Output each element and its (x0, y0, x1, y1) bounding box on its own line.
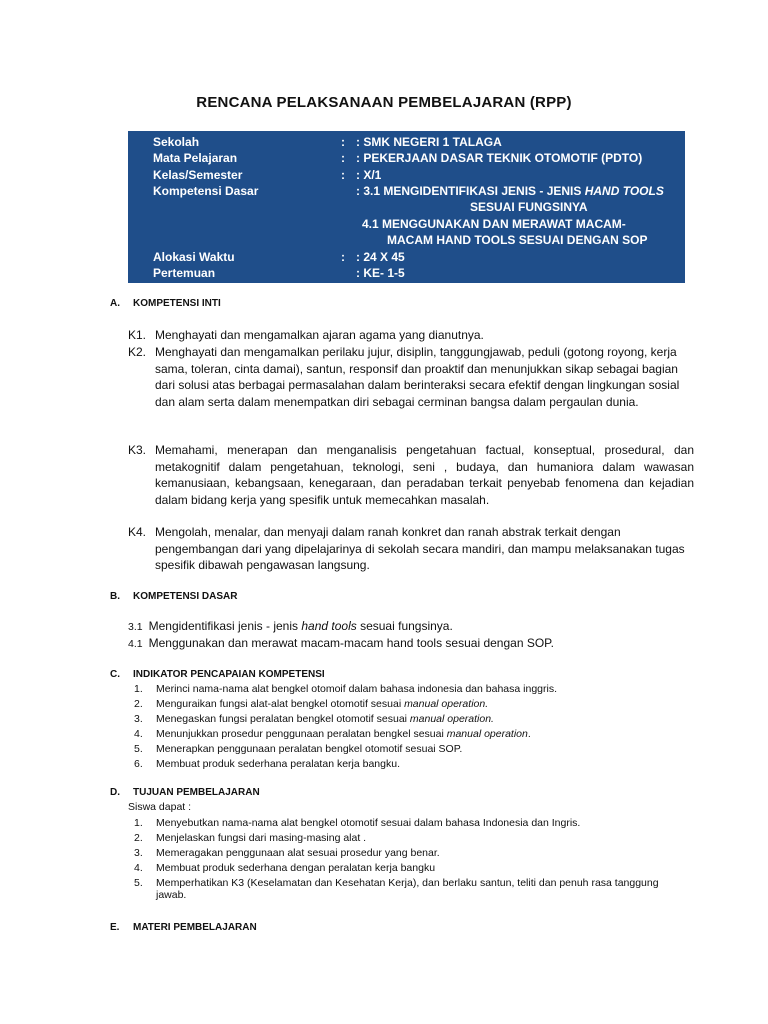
ki-text: Mengolah, menalar, dan menyaji dalam ranah konkret dan ranah abstrak terkait dengan pengembangan dari yang dipelajarinya di sekolah secara mandiri, dan mampu melaksanakan tugas spesifik dibawah pengawasan langsung. (155, 525, 685, 572)
indikator-list (128, 683, 688, 773)
ki-number: K2. (128, 345, 147, 359)
info-row-mapel (128, 151, 685, 167)
kd1-line1: : 3.1 MENGIDENTIFIKASI JENIS - JENIS HAND TOOLS (356, 184, 664, 198)
kd-number: 4.1 (128, 638, 143, 650)
info-colon: : (341, 168, 345, 182)
info-value: : PEKERJAAN DASAR TEKNIK OTOMOTIF (PDTO) (356, 151, 643, 165)
kd2-line2: MACAM HAND TOOLS SESUAI DENGAN SOP (387, 233, 648, 247)
section-e-heading (110, 922, 257, 933)
info-label: Mata Pelajaran (153, 151, 238, 165)
info-value: : 24 X 45 (356, 250, 405, 264)
section-letter: E. (110, 922, 120, 933)
tujuan-list (128, 817, 688, 907)
section-letter: A. (110, 298, 120, 309)
section-title: KOMPETENSI INTI (133, 298, 221, 309)
section-title: INDIKATOR PENCAPAIAN KOMPETENSI (133, 669, 325, 680)
ki-text: Memahami, menerapan dan menganalisis pengetahuan factual, konseptual, prosedural, dan metakognitif dalam pengetahuan, teknologi, seni , budaya, dan humaniora dalam wawasan kemanusiaan, kebangsaan, kenegaraan, dan peradaban terkait penyebab fenomena dan kejadian dalam bidang kerja yang spesifik untuk memecahkan masalah. (155, 443, 694, 507)
section-d-heading (110, 787, 260, 798)
section-title: MATERI PEMBELAJARAN (133, 922, 257, 933)
section-title: TUJUAN PEMBELAJARAN (133, 787, 260, 798)
list-item: 2. Menjelaskan fungsi dari masing-masing alat . (134, 832, 367, 844)
list-item: 2. Menguraikan fungsi alat-alat bengkel otomotif sesuai manual operation. (134, 698, 489, 710)
kd-text: Mengidentifikasi jenis - jenis hand tools sesuai fungsinya. (148, 619, 453, 633)
kd1-line2: SESUAI FUNGSINYA (470, 200, 588, 214)
info-row-pertemuan (128, 266, 685, 282)
info-label: Kompetensi Dasar (153, 184, 259, 198)
info-colon: : (341, 135, 345, 149)
section-letter: B. (110, 591, 120, 602)
info-colon: : (341, 151, 345, 165)
ki-number: K3. (128, 443, 147, 457)
list-item: 4. Menunjukkan prosedur penggunaan peralatan bengkel sesuai manual operation. (134, 728, 531, 740)
info-value: : KE- 1-5 (356, 266, 405, 280)
info-label: Kelas/Semester (153, 168, 243, 182)
kd-text: Menggunakan dan merawat macam-macam hand tools sesuai dengan SOP. (148, 636, 554, 650)
list-item: 1. Merinci nama-nama alat bengkel otomoif dalam bahasa indonesia dan bahasa inggris. (134, 683, 557, 695)
section-a-heading (110, 298, 221, 309)
kd-item-1 (128, 619, 453, 633)
list-item: 6. Membuat produk sederhana peralatan kerja bangku. (134, 758, 400, 770)
ki-text: Menghayati dan mengamalkan ajaran agama yang dianutnya. (155, 328, 484, 342)
info-label: Alokasi Waktu (153, 250, 235, 264)
info-label: Sekolah (153, 135, 200, 149)
info-box (128, 131, 685, 283)
info-value: : SMK NEGERI 1 TALAGA (356, 135, 502, 149)
page-title: RENCANA PELAKSANAAN PEMBELAJARAN (RPP) (196, 94, 572, 111)
tujuan-intro: Siswa dapat : (128, 801, 192, 813)
info-value: : X/1 (356, 168, 382, 182)
section-letter: C. (110, 669, 120, 680)
info-row-kelas (128, 168, 685, 184)
section-b-heading (110, 591, 237, 602)
info-label: Pertemuan (153, 266, 216, 280)
ki-text: Menghayati dan mengamalkan perilaku jujur, disiplin, tanggungjawab, peduli (gotong royong, kerja sama, toleran, cinta damai), santun, responsif dan proaktif dan menunjukkan sikap sebagai bagian dari solusi atas berbagai permasalahan dalam berinteraksi secara efektif dengan lingkungan sosial dan alam serta dalam menempatkan diri sebagai cerminan bangsa dalam pergaulan dunia. (155, 345, 680, 409)
info-row-kompetensi (128, 184, 685, 250)
info-row-alokasi (128, 250, 685, 266)
section-c-heading (110, 669, 325, 680)
list-item: 3. Menegaskan fungsi peralatan bengkel otomotif sesuai manual operation. (134, 713, 494, 725)
kd-item-2 (128, 636, 554, 650)
section-title: KOMPETENSI DASAR (133, 591, 238, 602)
list-item: 5. Menerapkan penggunaan peralatan bengkel otomotif sesuai SOP. (134, 743, 463, 755)
list-item: 3. Memeragakan penggunaan alat sesuai prosedur yang benar. (134, 847, 440, 859)
ki-number: K4. (128, 525, 147, 539)
list-item: 1. Menyebutkan nama-nama alat bengkel otomotif sesuai dalam bahasa Indonesia dan Ingris. (134, 817, 581, 829)
info-colon: : (341, 250, 345, 264)
kd-number: 3.1 (128, 621, 143, 633)
ki-number: K1. (128, 328, 147, 342)
list-item: 4. Membuat produk sederhana dengan peralatan kerja bangku (134, 862, 436, 874)
section-letter: D. (110, 787, 120, 798)
list-item: 5. Memperhatikan K3 (Keselamatan dan Kesehatan Kerja), dan berlaku santun, teliti dan penuh rasa tanggung jawab. (134, 877, 659, 901)
info-row-sekolah (128, 135, 685, 151)
kd2-line1: 4.1 MENGGUNAKAN DAN MERAWAT MACAM- (362, 217, 626, 231)
